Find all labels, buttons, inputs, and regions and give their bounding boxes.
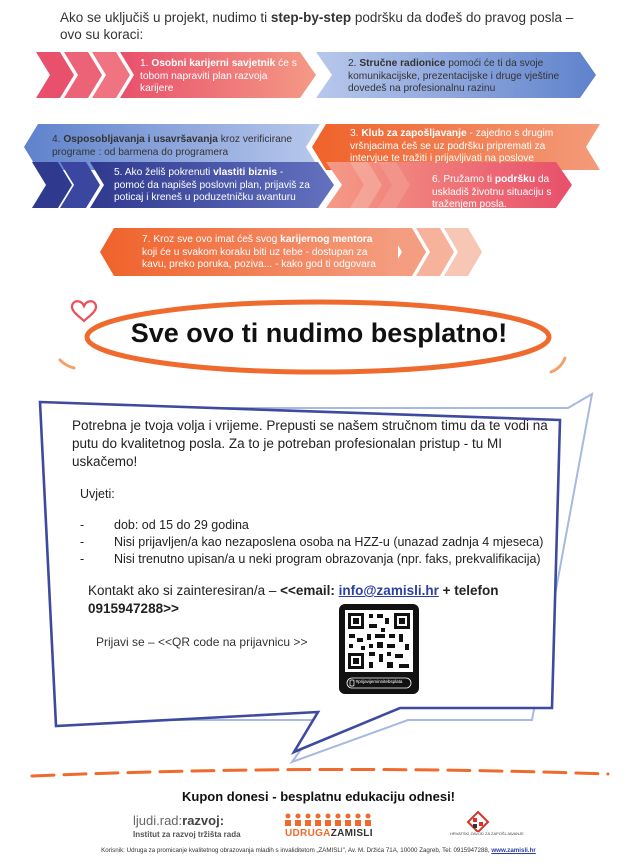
- conditions-title: Uvjeti:: [80, 487, 115, 501]
- step-7-text: 7. Kroz sve ovo imat ćeš svog karijernog mentora koji će u svakom koraku biti uz tebe - dostupan za kavu, preko poruka, poziva... - kako god ti odgovara: [142, 234, 376, 270]
- step-3-text: 3. Klub za zapošljavanje - zajedno s drugim vršnjacima ćeš se uz podršku pripremati za intervjue te tražiti i prijavljivati na poslove: [350, 128, 554, 164]
- body-text: Potrebna je tvoja volja i vrijeme. Prepusti se našem stručnom timu da te vodi na putu do kvalitetnog posla. Za to je potreban profesionalan pristup - tu MI uskačemo!: [72, 418, 548, 469]
- step-6-text: 6. Pružamo ti podršku da uskladiš životnu situaciju s traženjem posla.: [432, 174, 552, 210]
- condition-item: - Nisi trenutno upisan/a u neki program obrazovanja (npr. faks, prekvalifikacija): [80, 552, 541, 566]
- step-1-chevrons: [36, 52, 130, 98]
- email-link[interactable]: info@zamisli.hr: [338, 583, 439, 598]
- headline: Sve ovo ti nudimo besplatno!: [130, 318, 508, 348]
- condition-item: - dob: od 15 do 29 godina: [80, 518, 249, 532]
- step-2-text: 2. Stručne radionice pomoći će ti da svoje komunikacijske, prezentacijske i druge vještine dovedeš na profesionalnu razinu: [348, 58, 560, 94]
- step-1-text: 1. Osobni karijerni savjetnik će s tobom napraviti plan razvoja karijere: [140, 58, 297, 94]
- website-link[interactable]: www.zamisli.hr: [491, 847, 536, 854]
- condition-item: - Nisi prijavljen/a kao nezaposlena osoba na HZZ-u (unazad zadnja 4 mjeseca): [80, 535, 544, 549]
- step-5-chevrons: [32, 162, 100, 208]
- corporate-info: Korisnik: Udruga za promicanje kvalitetnog obrazovanja mladih s invaliditetom „ZAMISLI", Av. M. Držića 71A, 10000 Zagreb, Tel: 0915947288, www.zamisli.hr: [101, 847, 536, 854]
- step-5-text: 5. Ako želiš pokrenuti vlastiti biznis - pomoć da napišeš poslovni plan, prijaviš za poticaj i kreneš u poduzetničku avanturu: [114, 167, 310, 203]
- conditions-list: [80, 517, 560, 568]
- logo-hzz-icon: [458, 810, 498, 832]
- step-4-text: 4. Osposobljavanja i usavršavanja kroz verificirane programe : od barmena do programera: [52, 134, 293, 158]
- phone-number: 0915947288>>: [88, 601, 179, 616]
- dashed-divider: [0, 760, 637, 790]
- intro-text: Ako se uključiš u projekt, nudimo ti step-by-step podršku da dođeš do pravog posla – ovo su koraci:: [60, 10, 574, 42]
- step-7-chevrons: [388, 228, 482, 276]
- apply-text: Prijavi se – <<QR code na prijavnicu >>: [96, 635, 308, 649]
- logo-hzz-sub: HRVATSKI ZAVOD ZA ZAPOŠLJAVANJE: [450, 831, 524, 836]
- logo-zamisli-figures: [283, 812, 379, 828]
- footer-title: Kupon donesi - besplatnu edukaciju odnesi!: [181, 789, 456, 804]
- logo-ljudi-rad-razvoj-sub: Institut za razvoj tržišta rada: [133, 830, 241, 839]
- logo-udruga-zamisli: UDRUGAZAMISLI: [285, 828, 373, 839]
- qr-caption: #prijavijeminnitebsplata: [355, 679, 403, 684]
- logo-ljudi-rad-razvoj: ljudi.rad:razvoj:: [133, 813, 225, 828]
- contact-line: Kontakt ako si zainteresiran/a – <<email: info@zamisli.hr + telefon 0915947288>>: [88, 583, 499, 616]
